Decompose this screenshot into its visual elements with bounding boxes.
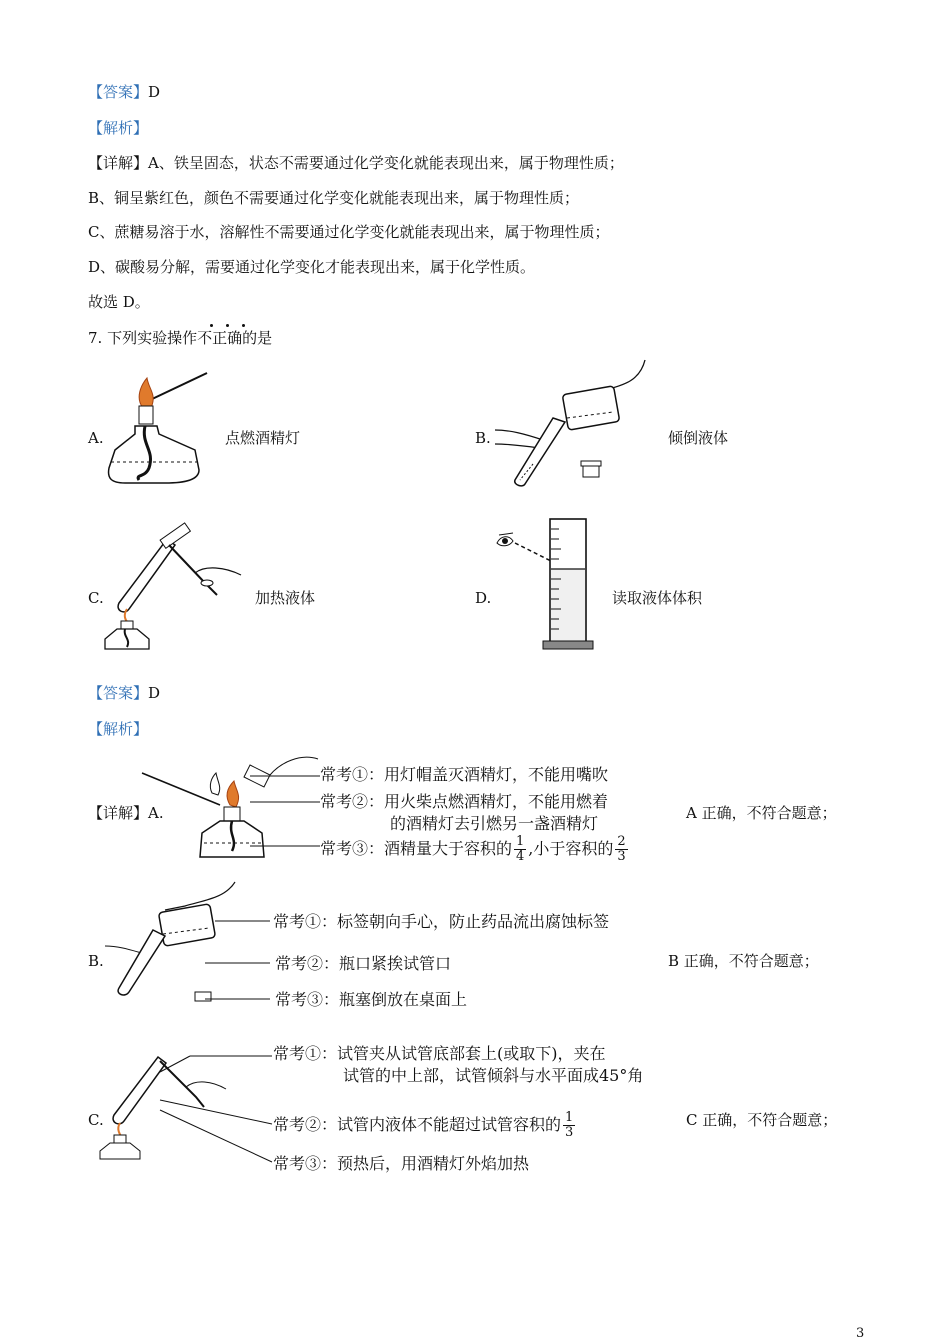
detail-b-verdict: B 正确，不符合题意； xyxy=(668,952,819,970)
option-a-label: 点燃酒精灯 xyxy=(225,429,301,447)
detail-a-leader-lines xyxy=(250,760,325,850)
option-c-letter: C. xyxy=(88,589,104,607)
detail-c-verdict: C 正确，不符合题意； xyxy=(686,1111,838,1129)
detail-a-note-1: 常考①：用灯帽盖灭酒精灯，不能用嘴吹 xyxy=(320,765,609,784)
fraction-one-quarter: $\frac{1}{4}$ xyxy=(516,834,525,864)
answer-tag: 【答案】D xyxy=(88,83,161,101)
analysis-tag: 【解析】 xyxy=(88,119,149,137)
option-b-label: 倾倒液体 xyxy=(668,429,729,447)
heating-liquid-illustration xyxy=(105,525,245,655)
detail-line-d: D、碳酸易分解，需要通过化学变化才能表现出来，属于化学性质。 xyxy=(88,258,536,276)
detail-a-note-3: 常考③：酒精量大于容积的 $\frac{1}{4}$ ,小于容积的 $\frac{2}{3}$ xyxy=(320,834,626,864)
detail-a-verdict: A 正确，不符合题意； xyxy=(686,804,837,822)
option-d-letter: D. xyxy=(475,589,492,607)
alcohol-lamp-lighting-illustration xyxy=(105,370,215,490)
option-c-label: 加热液体 xyxy=(255,589,316,607)
fraction-one-third: $\frac{1}{3}$ xyxy=(565,1110,574,1140)
detail-a-note-2b: 的酒精灯去引燃另一盏酒精灯 xyxy=(390,814,599,833)
analysis-tag-7: 【解析】 xyxy=(88,720,149,738)
detail-line: 【详解】A、铁呈固态，状态不需要通过化学变化就能表现出来，属于物理性质； xyxy=(88,154,624,172)
detail-c-letter: C. xyxy=(88,1111,104,1129)
detail-a-note-2: 常考②：用火柴点燃酒精灯，不能用燃着 xyxy=(320,792,609,811)
graduated-cylinder-reading-illustration xyxy=(495,515,605,655)
detail-tag-a: 【详解】A. xyxy=(88,804,164,822)
detail-b-note-2: 常考②：瓶口紧挨试管口 xyxy=(275,954,452,973)
pouring-liquid-illustration xyxy=(495,360,665,490)
answer-value: D xyxy=(148,83,161,101)
detail-b-note-1: 常考①：标签朝向手心，防止药品流出腐蚀标签 xyxy=(273,912,610,931)
detail-b-note-3: 常考③：瓶塞倒放在桌面上 xyxy=(275,990,468,1009)
emphasis-dot xyxy=(210,324,213,327)
detail-line-b: B、铜呈紫红色，颜色不需要通过化学变化就能表现出来，属于物理性质； xyxy=(88,189,580,207)
detail-c-note-3: 常考③：预热后，用酒精灯外焰加热 xyxy=(273,1154,530,1173)
option-d-label: 读取液体体积 xyxy=(612,589,703,607)
fraction-two-thirds: $\frac{2}{3}$ xyxy=(617,834,626,864)
emphasis-dot xyxy=(242,324,245,327)
answer-tag-7: 【答案】D xyxy=(88,684,161,702)
page-number: 3 xyxy=(856,1326,865,1341)
detail-line-c: C、蔗糖易溶于水，溶解性不需要通过化学变化就能表现出来，属于物理性质； xyxy=(88,223,610,241)
question-7: 7. 下列实验操作不正确的是 xyxy=(88,329,273,347)
emphasis-dot xyxy=(226,324,229,327)
detail-b-leader-lines xyxy=(205,915,275,1005)
option-b-letter: B. xyxy=(475,429,491,447)
detail-c-note-1: 常考①：试管夹从试管底部套上(或取下)，夹在 xyxy=(273,1044,606,1063)
conclusion: 故选 D。 xyxy=(88,293,150,311)
answer-value-7: D xyxy=(148,684,161,702)
option-a-letter: A. xyxy=(88,429,104,447)
detail-c-leader-lines xyxy=(160,1052,275,1167)
detail-c-note-2: 常考②：试管内液体不能超过试管容积的 $\frac{1}{3}$ xyxy=(273,1110,574,1140)
detail-b-letter: B. xyxy=(88,952,104,970)
detail-c-note-1b: 试管的中上部，试管倾斜与水平面成45°角 xyxy=(343,1066,644,1085)
